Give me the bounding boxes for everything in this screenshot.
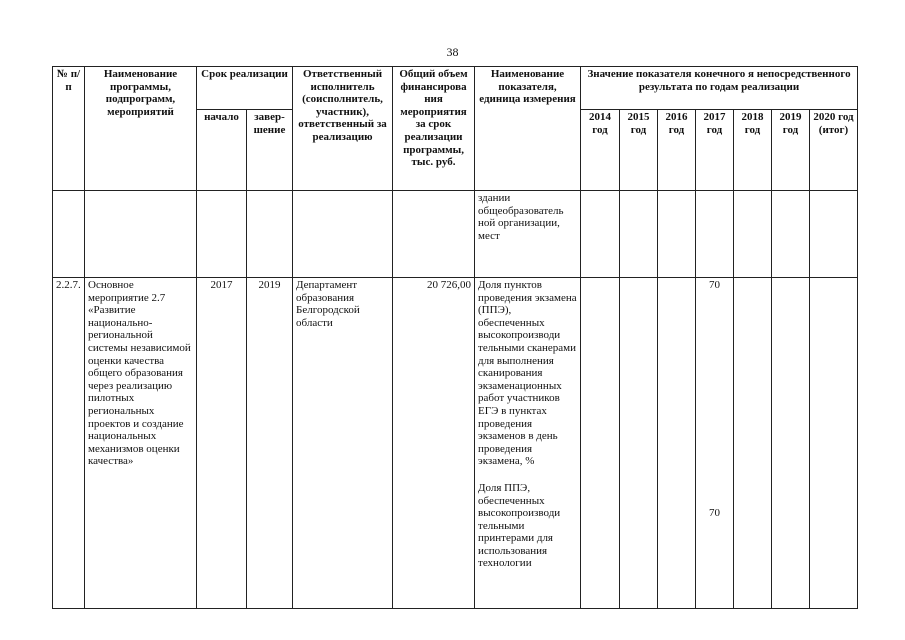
header-funding: Общий объем финансирова ния мероприятия за срок реализации программы, тыс. руб. [393,67,475,191]
header-year-2018: 2018 год [734,110,772,191]
header-year-2014: 2014 год [581,110,620,191]
program-table [52,66,858,609]
indicator-2: Доля ППЭ, обеспеченных высокопроизводи тельными принтерами для использования технологии [478,481,561,570]
header-indicator: Наименование показателя, единица измерения [475,67,581,191]
cell-num: 2.2.7. [53,278,85,609]
value-2-2017: 70 [709,506,721,519]
page-number: 38 [446,45,459,59]
header-end: завер-шение [247,110,293,191]
header-term: Срок реализации [197,67,293,110]
cell-funding: 20 726,00 [393,278,475,609]
table-row-continued [53,191,858,278]
header-year-2015: 2015 год [620,110,658,191]
header-start: начало [197,110,247,191]
header-year-2019: 2019 год [772,110,810,191]
header-year-2020: 2020 год (итог) [810,110,858,191]
cell-end: 2019 [247,278,293,609]
table-row-2-2-7 [53,278,858,609]
cell-start: 2017 [197,278,247,609]
cell-name: Основное мероприятие 2.7 «Развитие национально-региональной системы независимой оценки качества общего образования через реализацию пилотных региональных проектов и создание национальных механизмов оценки качества» [85,278,197,609]
header-name: Наименование программы, подпрограмм, мероприятий [85,67,197,191]
value-1-2017: 70 [709,279,721,291]
cell-2017-values [696,278,734,609]
cell-executor: Департамент образования Белгородской области [293,278,393,609]
cell-indicator-continued: здании общеобразователь ной организации, мест [475,191,581,278]
indicator-1: Доля пунктов проведения экзамена (ППЭ), обеспеченных высокопроизводи тельными сканерами для выполнения сканирования экзаменационных работ участников ЕГЭ в пунктах проведения экзаменов в день проведения экзамена, % [478,279,577,468]
header-year-2017: 2017 год [696,110,734,191]
header-values-group: Значение показателя конечного я непосредственного результата по годам реализации [581,67,858,110]
cell-indicator [475,278,581,609]
header-year-2016: 2016 год [658,110,696,191]
header-num: № п/п [53,67,85,191]
header-executor: Ответственный исполнитель (соисполнитель, участник), ответственный за реализацию [293,67,393,191]
